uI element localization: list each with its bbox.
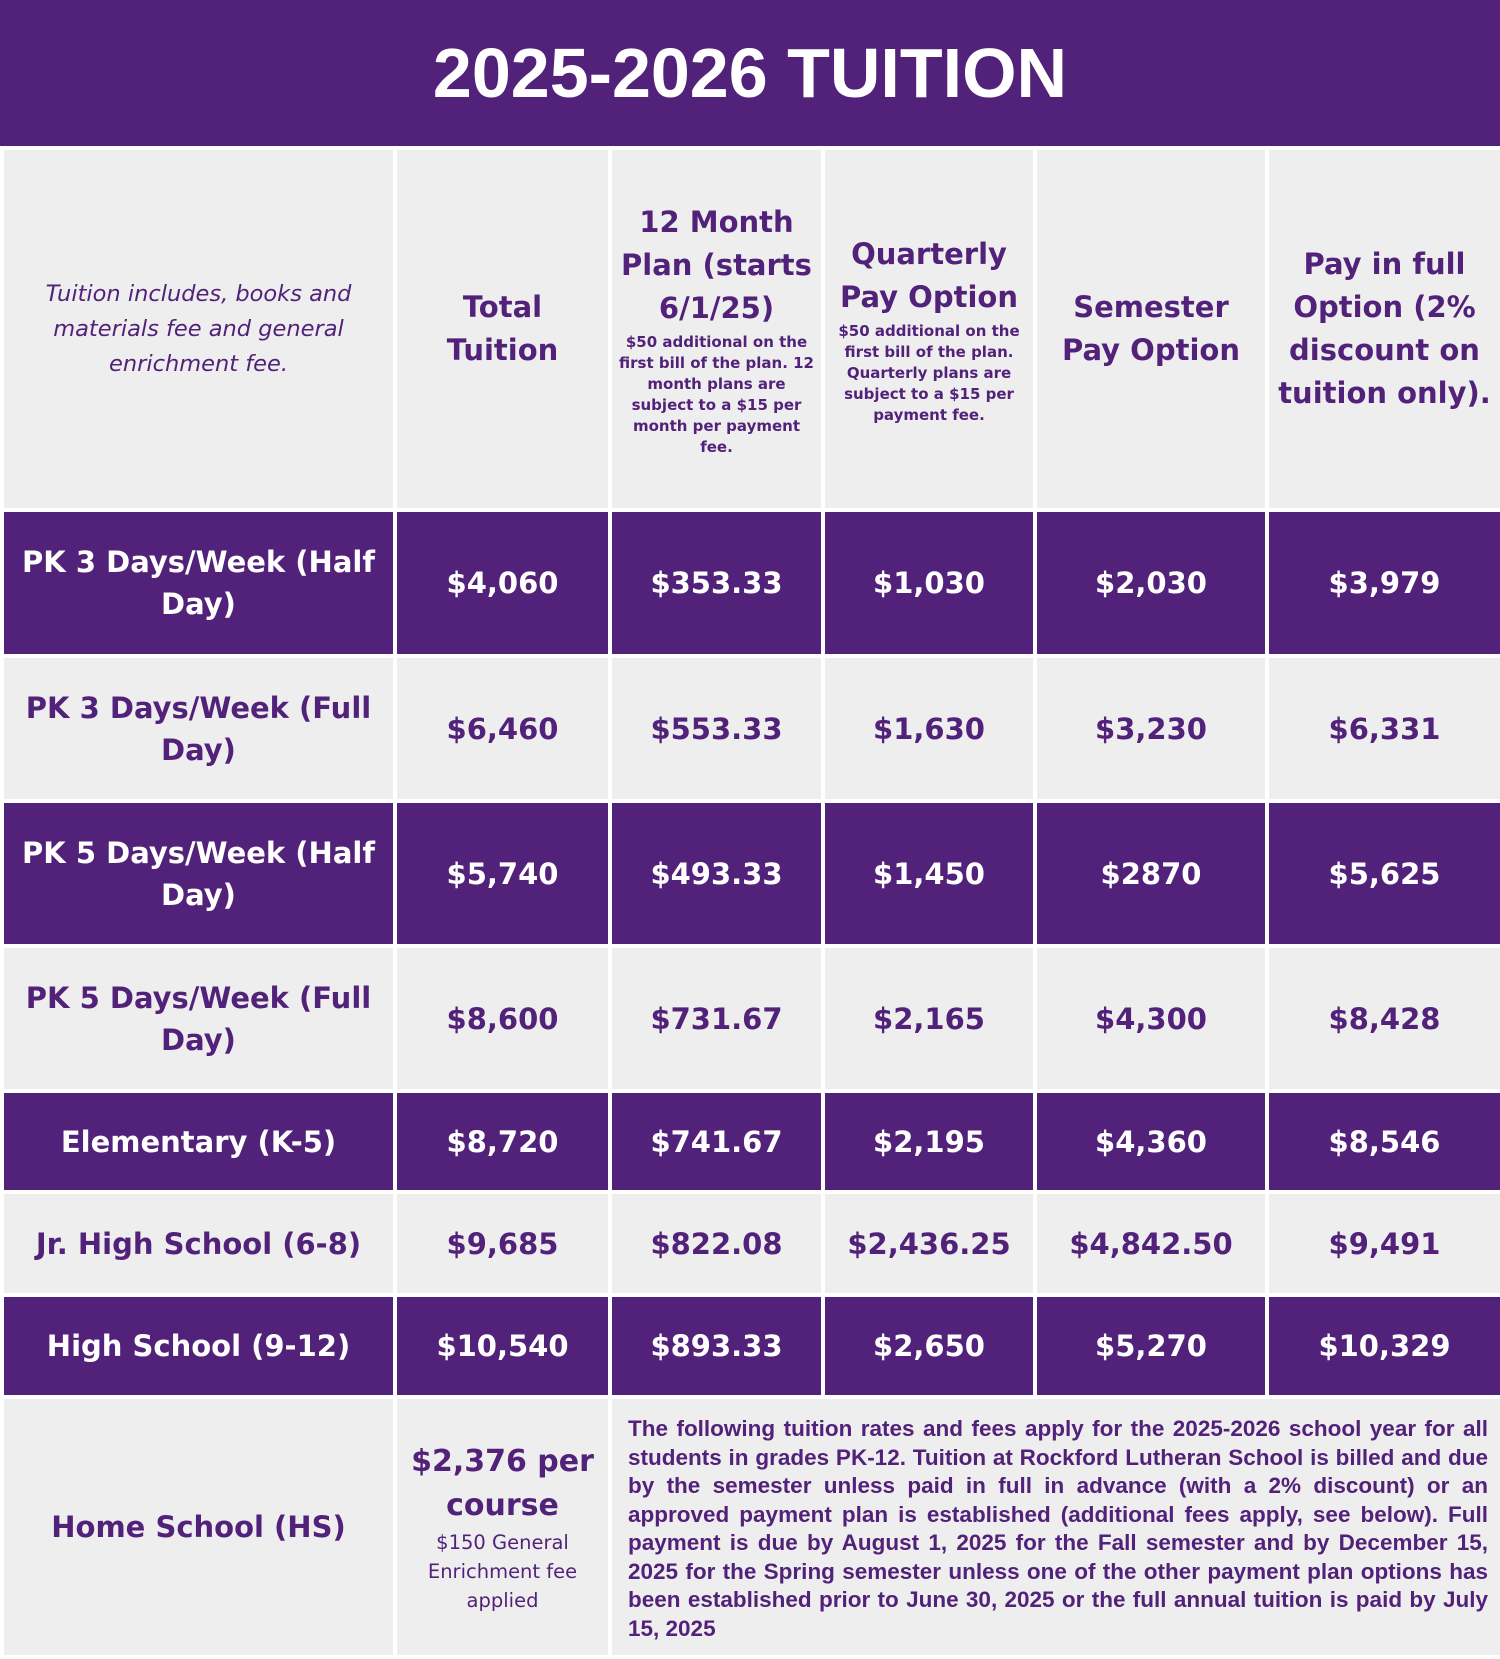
table-row bbox=[2, 1192, 1500, 1295]
page-title: 2025-2026 TUITION bbox=[432, 34, 1068, 112]
monthly-plan-cell: $553.33 bbox=[610, 656, 823, 801]
pay-in-full-cell: $9,491 bbox=[1267, 1192, 1500, 1295]
total-tuition-cell: $8,600 bbox=[395, 946, 610, 1091]
pay-in-full-cell: $8,428 bbox=[1267, 946, 1500, 1091]
monthly-plan-cell: $741.67 bbox=[610, 1091, 823, 1192]
semester-cell: $2870 bbox=[1035, 801, 1267, 946]
title-banner bbox=[0, 0, 1500, 146]
grade-level: High School (9-12) bbox=[2, 1295, 395, 1397]
total-tuition-cell: $4,060 bbox=[395, 510, 610, 656]
grade-level: PK 5 Days/Week (Half Day) bbox=[2, 801, 395, 946]
grade-level: Jr. High School (6-8) bbox=[2, 1192, 395, 1295]
semester-cell: $4,300 bbox=[1035, 946, 1267, 1091]
column-note: $50 additional on the first bill of the plan. Quarterly plans are subject to a $15 per payment fee. bbox=[838, 321, 1020, 424]
monthly-plan-cell: $822.08 bbox=[610, 1192, 823, 1295]
header-semester-pay bbox=[1035, 148, 1267, 510]
monthly-plan-cell: $353.33 bbox=[610, 510, 823, 656]
pay-in-full-cell: $5,625 bbox=[1267, 801, 1500, 946]
pay-in-full-cell: $6,331 bbox=[1267, 656, 1500, 801]
column-title: Semester Pay Option bbox=[1062, 290, 1240, 367]
table-row bbox=[2, 1295, 1500, 1397]
table-row bbox=[2, 1091, 1500, 1192]
pay-in-full-cell: $10,329 bbox=[1267, 1295, 1500, 1397]
semester-cell: $5,270 bbox=[1035, 1295, 1267, 1397]
quarterly-cell: $2,195 bbox=[823, 1091, 1035, 1192]
column-title: 12 Month Plan (starts 6/1/25) bbox=[621, 204, 812, 325]
table-row bbox=[2, 510, 1500, 656]
semester-cell: $2,030 bbox=[1035, 510, 1267, 656]
total-tuition-cell: $6,460 bbox=[395, 656, 610, 801]
table-row bbox=[2, 656, 1500, 801]
grade-level: PK 3 Days/Week (Half Day) bbox=[2, 510, 395, 656]
home-school-row bbox=[2, 1397, 1500, 1657]
monthly-plan-cell: $731.67 bbox=[610, 946, 823, 1091]
semester-cell: $4,360 bbox=[1035, 1091, 1267, 1192]
quarterly-cell: $1,030 bbox=[823, 510, 1035, 656]
quarterly-cell: $1,630 bbox=[823, 656, 1035, 801]
tuition-table bbox=[0, 146, 1500, 1659]
home-school-price-cell bbox=[395, 1397, 610, 1657]
header-pay-in-full bbox=[1267, 148, 1500, 510]
quarterly-cell: $2,436.25 bbox=[823, 1192, 1035, 1295]
header-total-tuition bbox=[395, 148, 610, 510]
header-intro-cell bbox=[2, 148, 395, 510]
monthly-plan-cell: $893.33 bbox=[610, 1295, 823, 1397]
table-row bbox=[2, 801, 1500, 946]
grade-level: PK 5 Days/Week (Full Day) bbox=[2, 946, 395, 1091]
total-tuition-cell: $5,740 bbox=[395, 801, 610, 946]
home-school-price: $2,376 per course bbox=[411, 1443, 594, 1523]
semester-cell: $3,230 bbox=[1035, 656, 1267, 801]
header-row bbox=[2, 148, 1500, 510]
quarterly-cell: $1,450 bbox=[823, 801, 1035, 946]
header-quarterly-pay bbox=[823, 148, 1035, 510]
monthly-plan-cell: $493.33 bbox=[610, 801, 823, 946]
grade-level: PK 3 Days/Week (Full Day) bbox=[2, 656, 395, 801]
semester-cell: $4,842.50 bbox=[1035, 1192, 1267, 1295]
quarterly-cell: $2,165 bbox=[823, 946, 1035, 1091]
quarterly-cell: $2,650 bbox=[823, 1295, 1035, 1397]
total-tuition-cell: $8,720 bbox=[395, 1091, 610, 1192]
total-tuition-cell: $10,540 bbox=[395, 1295, 610, 1397]
pay-in-full-cell: $3,979 bbox=[1267, 510, 1500, 656]
tuition-policy-text: The following tuition rates and fees apply for the 2025-2026 school year for all students in grades PK-12. Tuition at Rockford Lutheran School is billed and due by the semester unless paid in full in advance (with a 2% discount) or an approved payment plan is established (additional fees apply, see below). Full payment is due by August 1, 2025 for the Fall semester and by December 15, 2025 for the Spring semester unless one of the other payment plan options has been established prior to June 30, 2025 or the full annual tuition is paid by July 15, 2025 bbox=[610, 1397, 1500, 1657]
home-school-fee-note: $150 General Enrichment fee applied bbox=[427, 1530, 578, 1612]
column-title: Pay in full Option (2% discount on tuition only). bbox=[1278, 247, 1491, 410]
pay-in-full-cell: $8,546 bbox=[1267, 1091, 1500, 1192]
header-12-month-plan bbox=[610, 148, 823, 510]
column-note: $50 additional on the first bill of the plan. 12 month plans are subject to a $15 per month per payment fee. bbox=[619, 332, 814, 456]
intro-note: Tuition includes, books and materials fee and general enrichment fee. bbox=[45, 280, 352, 377]
table-row bbox=[2, 946, 1500, 1091]
total-tuition-cell: $9,685 bbox=[395, 1192, 610, 1295]
column-title: Total Tuition bbox=[446, 290, 559, 367]
grade-level: Elementary (K-5) bbox=[2, 1091, 395, 1192]
grade-level: Home School (HS) bbox=[2, 1397, 395, 1657]
column-title: Quarterly Pay Option bbox=[840, 236, 1018, 314]
